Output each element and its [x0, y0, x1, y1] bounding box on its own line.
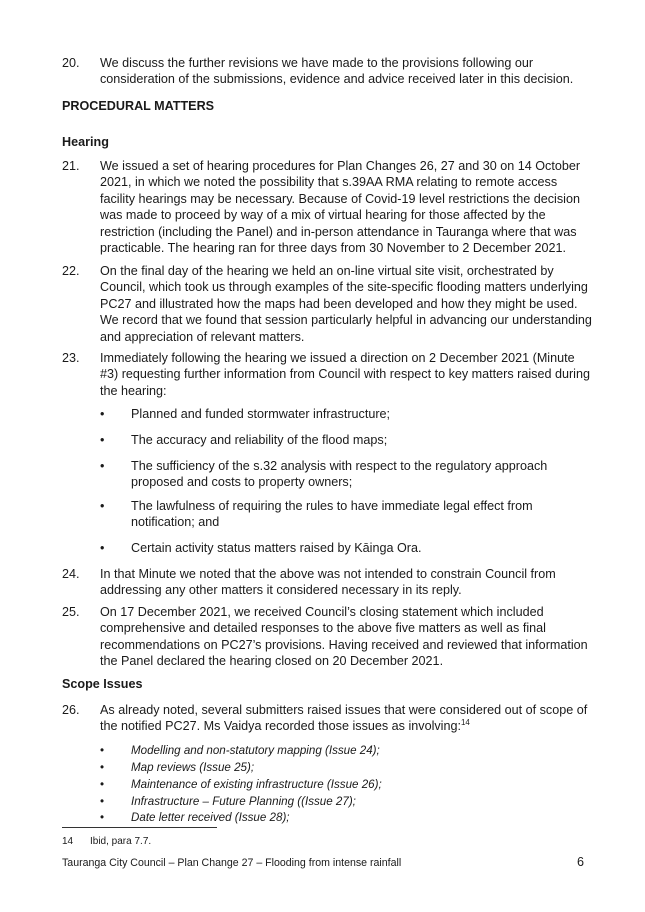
- paragraph-number: 20.: [62, 56, 80, 70]
- bullet-icon: •: [100, 761, 105, 774]
- footnote: [62, 835, 151, 848]
- bullet-icon: •: [100, 795, 105, 808]
- paragraph-number: 22.: [62, 264, 80, 278]
- subheading-hearing: Hearing: [62, 135, 109, 149]
- footnote-divider: [62, 827, 217, 828]
- paragraph-number: 21.: [62, 159, 80, 173]
- bullet-icon: •: [100, 778, 105, 791]
- list-item: • The sufficiency of the s.32 analysis with respect to the regulatory approach proposed and costs to property owners;: [100, 459, 548, 490]
- paragraph-text: On 17 December 2021, we received Council’s closing statement which included comprehensive and detailed responses to the above five matters as well as final recommendations on PC27’s provisions. Having received and reviewed that information the Panel declared the hearing closed on 20 December 2021.: [100, 605, 588, 669]
- footnote-text: Ibid, para 7.7.: [90, 836, 152, 847]
- paragraph-number: 23.: [62, 351, 80, 365]
- bullet-icon: •: [100, 744, 105, 757]
- paragraph-text: On the final day of the hearing we held an on-line virtual site visit, orchestrated by Council, which took us through examples of the site-specific flooding matters underlying PC27 and illustrated how the maps had been developed and how they might be used. We record that we found that session particularly helpful in advancing our understanding and appreciation of relevant matters.: [100, 264, 592, 344]
- paragraph-text: Immediately following the hearing we issued a direction on 2 December 2021 (Minute #3) requesting further information from Council with respect to key matters raised during the hearing:: [100, 351, 590, 398]
- list-item: • Certain activity status matters raised by Kāinga Ora.: [100, 541, 422, 555]
- paragraph-number: 26.: [62, 703, 80, 717]
- list-item: • The lawfulness of requiring the rules to have immediate legal effect from notification; and: [100, 499, 533, 530]
- paragraph-number: 24.: [62, 567, 80, 581]
- paragraph-24: [62, 566, 592, 599]
- footnote-number: 14: [62, 836, 74, 847]
- list-item: • Map reviews (Issue 25);: [100, 761, 255, 774]
- bullet-icon: •: [100, 433, 105, 447]
- subheading-scope-issues: Scope Issues: [62, 677, 143, 691]
- paragraph-20: [62, 55, 592, 88]
- list-item: • Maintenance of existing infrastructure (Issue 26);: [100, 778, 382, 791]
- paragraph-23: [62, 350, 592, 399]
- paragraph-text: We discuss the further revisions we have made to the provisions following our consideration of the submissions, evidence and advice received later in this decision.: [100, 56, 574, 87]
- bullet-icon: •: [100, 541, 105, 555]
- paragraph-22: [62, 263, 592, 345]
- list-item: • Date letter received (Issue 28);: [100, 811, 290, 824]
- bullet-icon: •: [100, 459, 105, 473]
- list-item: • Infrastructure – Future Planning ((Issue 27);: [100, 795, 356, 808]
- list-item: • Modelling and non-statutory mapping (Issue 24);: [100, 744, 380, 757]
- list-item: • The accuracy and reliability of the flood maps;: [100, 433, 388, 447]
- page-number: 6: [577, 855, 585, 869]
- bullet-icon: •: [100, 407, 105, 421]
- bullet-icon: •: [100, 811, 105, 824]
- list-item: • Planned and funded stormwater infrastructure;: [100, 407, 391, 421]
- page-footer: Tauranga City Council – Plan Change 27 – Flooding from intense rainfall: [62, 857, 402, 869]
- paragraph-number: 25.: [62, 605, 80, 619]
- section-heading-procedural-matters: PROCEDURAL MATTERS: [62, 99, 215, 113]
- paragraph-26: [62, 702, 592, 735]
- paragraph-text: As already noted, several submitters raised issues that were considered out of scope of the notified PC27. Ms Vaidya recorded those issues as involving:$^{14}$: [100, 703, 588, 734]
- footnote-reference: 14: [460, 718, 470, 728]
- bullet-icon: •: [100, 499, 105, 513]
- paragraph-text: We issued a set of hearing procedures for Plan Changes 26, 27 and 30 on 14 October 2021, in which we noted the possibility that s.39AA RMA relating to remote access facility hearings may be necessary. Because of Covid-19 level restrictions the decision was made to proceed by way of a mix of virtual hearing for those affected by the restriction (including the Panel) and in-person attendance in Tauranga where that was practicable. The hearing ran for three days from 30 November to 2 December 2021.: [100, 159, 581, 256]
- paragraph-text: In that Minute we noted that the above was not intended to constrain Council from addressing any other matters it considered necessary in its reply.: [100, 567, 556, 598]
- paragraph-25: [62, 604, 592, 670]
- paragraph-21: [62, 158, 592, 256]
